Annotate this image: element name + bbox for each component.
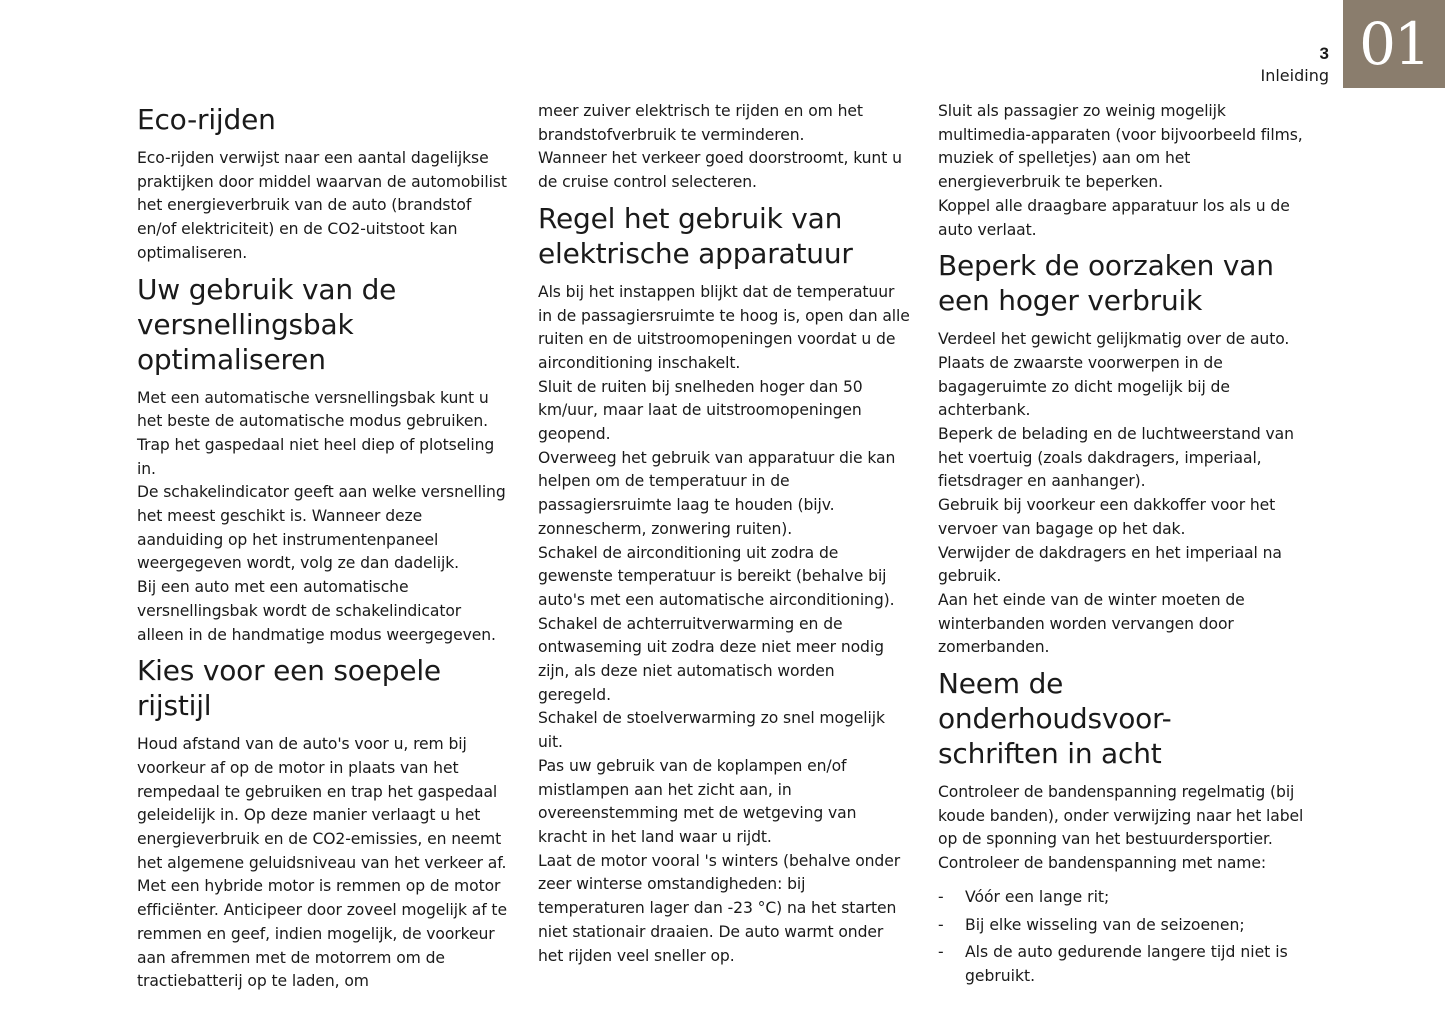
paragraph: Gebruik bij voorkeur een dakkoffer voor het vervoer van bagage op het dak. bbox=[938, 496, 1276, 538]
list-item-text: Vóór een lange rit; bbox=[965, 887, 1110, 906]
chapter-tab: 01 bbox=[1343, 0, 1445, 88]
paragraph: Sluit de ruiten bij snelheden hoger dan 50 km/uur, maar laat de uitstroomopeningen geopend. bbox=[538, 377, 863, 444]
paragraph: Met een hybride motor is remmen op de motor efficiënter. Anticipeer door zoveel mogelijk af te remmen en geef, indien mogelijk, de voorkeur aan afremmen met de motorrem om de tractiebatterij op te laden, om bbox=[137, 877, 507, 991]
paragraph: Sluit als passagier zo weinig mogelijk multimedia-apparaten (voor bijvoorbeeld films, muziek of spelletjes) aan om het energieverbruik te beperken. bbox=[938, 102, 1303, 192]
bullet-dash: - bbox=[938, 915, 944, 934]
bullet-dash: - bbox=[938, 943, 944, 962]
paragraph: Trap het gaspedaal niet heel diep of plotseling in. bbox=[137, 435, 495, 478]
column-3 bbox=[938, 100, 1310, 993]
paragraph: Houd afstand van de auto's voor u, rem bij voorkeur af op de motor in plaats van het rempedaal te gebruiken en trap het gaspedaal geleidelijk in. Op deze manier verlaagt u het energieverbruik en de CO2-emissies, en neemt het algemene geluidsniveau van het verkeer af. bbox=[137, 735, 507, 872]
paragraph: Beperk de belading en de luchtweerstand van het voertuig (zoals dakdragers, imperiaal, fietsdrager en aanhanger). bbox=[938, 425, 1294, 491]
list-item bbox=[938, 941, 1310, 988]
paragraph: Verdeel het gewicht gelijkmatig over de auto. Plaats de zwaarste voorwerpen in de bagageruimte zo dicht mogelijk bij de achterbank. bbox=[938, 330, 1290, 420]
paragraph: Laat de motor vooral 's winters (behalve onder zeer winterse omstandigheden: bij temperaturen lager dan -23 °C) na het starten niet stationair draaien. De auto warmt onder het rijden veel sneller op. bbox=[538, 851, 901, 965]
section-name: Inleiding bbox=[1260, 66, 1329, 85]
heading-eco-rijden: Eco-rijden bbox=[137, 103, 276, 136]
paragraph: Als bij het instappen blijkt dat de temperatuur in de passagiersruimte te hoog is, open dan alle ruiten en de uitstroomopeningen voordat u de airconditioning inschakelt. bbox=[538, 282, 910, 372]
paragraph: Schakel de airconditioning uit zodra de gewenste temperatuur is bereikt (behalve bij auto's met een automatische airconditioning). bbox=[538, 543, 895, 609]
paragraph: meer zuiver elektrisch te rijden en om het brandstofverbruik te verminderen. bbox=[538, 102, 863, 144]
paragraph: Pas uw gebruik van de koplampen en/of mistlampen aan het zicht aan, in overeenstemming met de wetgeving van kracht in het land waar u rijdt. bbox=[538, 756, 857, 846]
paragraph: Wanneer het verkeer goed doorstroomt, kunt u de cruise control selecteren. bbox=[538, 149, 902, 192]
paragraph: Verwijder de dakdragers en het imperiaal na gebruik. bbox=[938, 543, 1282, 586]
paragraph: Koppel alle draagbare apparatuur los als u de auto verlaat. bbox=[938, 196, 1290, 239]
list-item bbox=[938, 886, 1310, 910]
list-item bbox=[938, 914, 1310, 938]
column-2 bbox=[538, 100, 910, 968]
heading-onderhoudsvoorschriften: Neem de onderhoudsvoor-schriften in acht bbox=[938, 667, 1172, 771]
paragraph: Bij een auto met een automatische versnellingsbak wordt de schakelindicator alleen in de handmatige modus weergegeven. bbox=[137, 578, 496, 644]
paragraph: Controleer de bandenspanning regelmatig (bij koude banden), onder verwijzing naar het label op de sponning van het bestuurdersportier. bbox=[938, 783, 1304, 849]
paragraph: Overweeg het gebruik van apparatuur die kan helpen om de temperatuur in de passagiersruimte laag te houden (bijv. zonnescherm, zonwering ruiten). bbox=[538, 448, 896, 538]
page-number: 3 bbox=[1319, 44, 1329, 63]
bullet-list bbox=[938, 886, 1310, 989]
paragraph: Met een automatische versnellingsbak kunt u het beste de automatische modus gebruiken. bbox=[137, 388, 489, 431]
paragraph: Aan het einde van de winter moeten de winterbanden worden vervangen door zomerbanden. bbox=[938, 590, 1245, 657]
paragraph: Controleer de bandenspanning met name: bbox=[938, 854, 1267, 873]
heading-elektrische-apparatuur: Regel het gebruik van elektrische apparatuur bbox=[538, 201, 853, 270]
column-1 bbox=[137, 100, 509, 994]
heading-oorzaken-verbruik: Beperk de oorzaken van een hoger verbruik bbox=[938, 249, 1274, 318]
heading-versnellingsbak: Uw gebruik van de versnellingsbak optimaliseren bbox=[137, 272, 397, 376]
paragraph: Schakel de stoelverwarming zo snel mogelijk uit. bbox=[538, 709, 885, 752]
list-item-text: Bij elke wisseling van de seizoenen; bbox=[965, 915, 1245, 934]
heading-soepele-rijstijl: Kies voor een soepele rijstijl bbox=[137, 654, 441, 723]
bullet-dash: - bbox=[938, 887, 944, 906]
paragraph: De schakelindicator geeft aan welke versnelling het meest geschikt is. Wanneer deze aanduiding op het instrumentenpaneel weergegeven wordt, volg ze dan dadelijk. bbox=[137, 483, 506, 573]
list-item-text: Als de auto gedurende langere tijd niet is gebruikt. bbox=[965, 943, 1288, 985]
paragraph: Eco-rijden verwijst naar een aantal dagelijkse praktijken door middel waarvan de automobilist het energieverbruik van de auto (brandstof en/of elektriciteit) en de CO2-uitstoot kan optimaliseren. bbox=[137, 149, 507, 262]
paragraph: Schakel de achterruitverwarming en de ontwaseming uit zodra deze niet meer nodig zijn, als deze niet automatisch worden geregeld. bbox=[538, 614, 884, 704]
